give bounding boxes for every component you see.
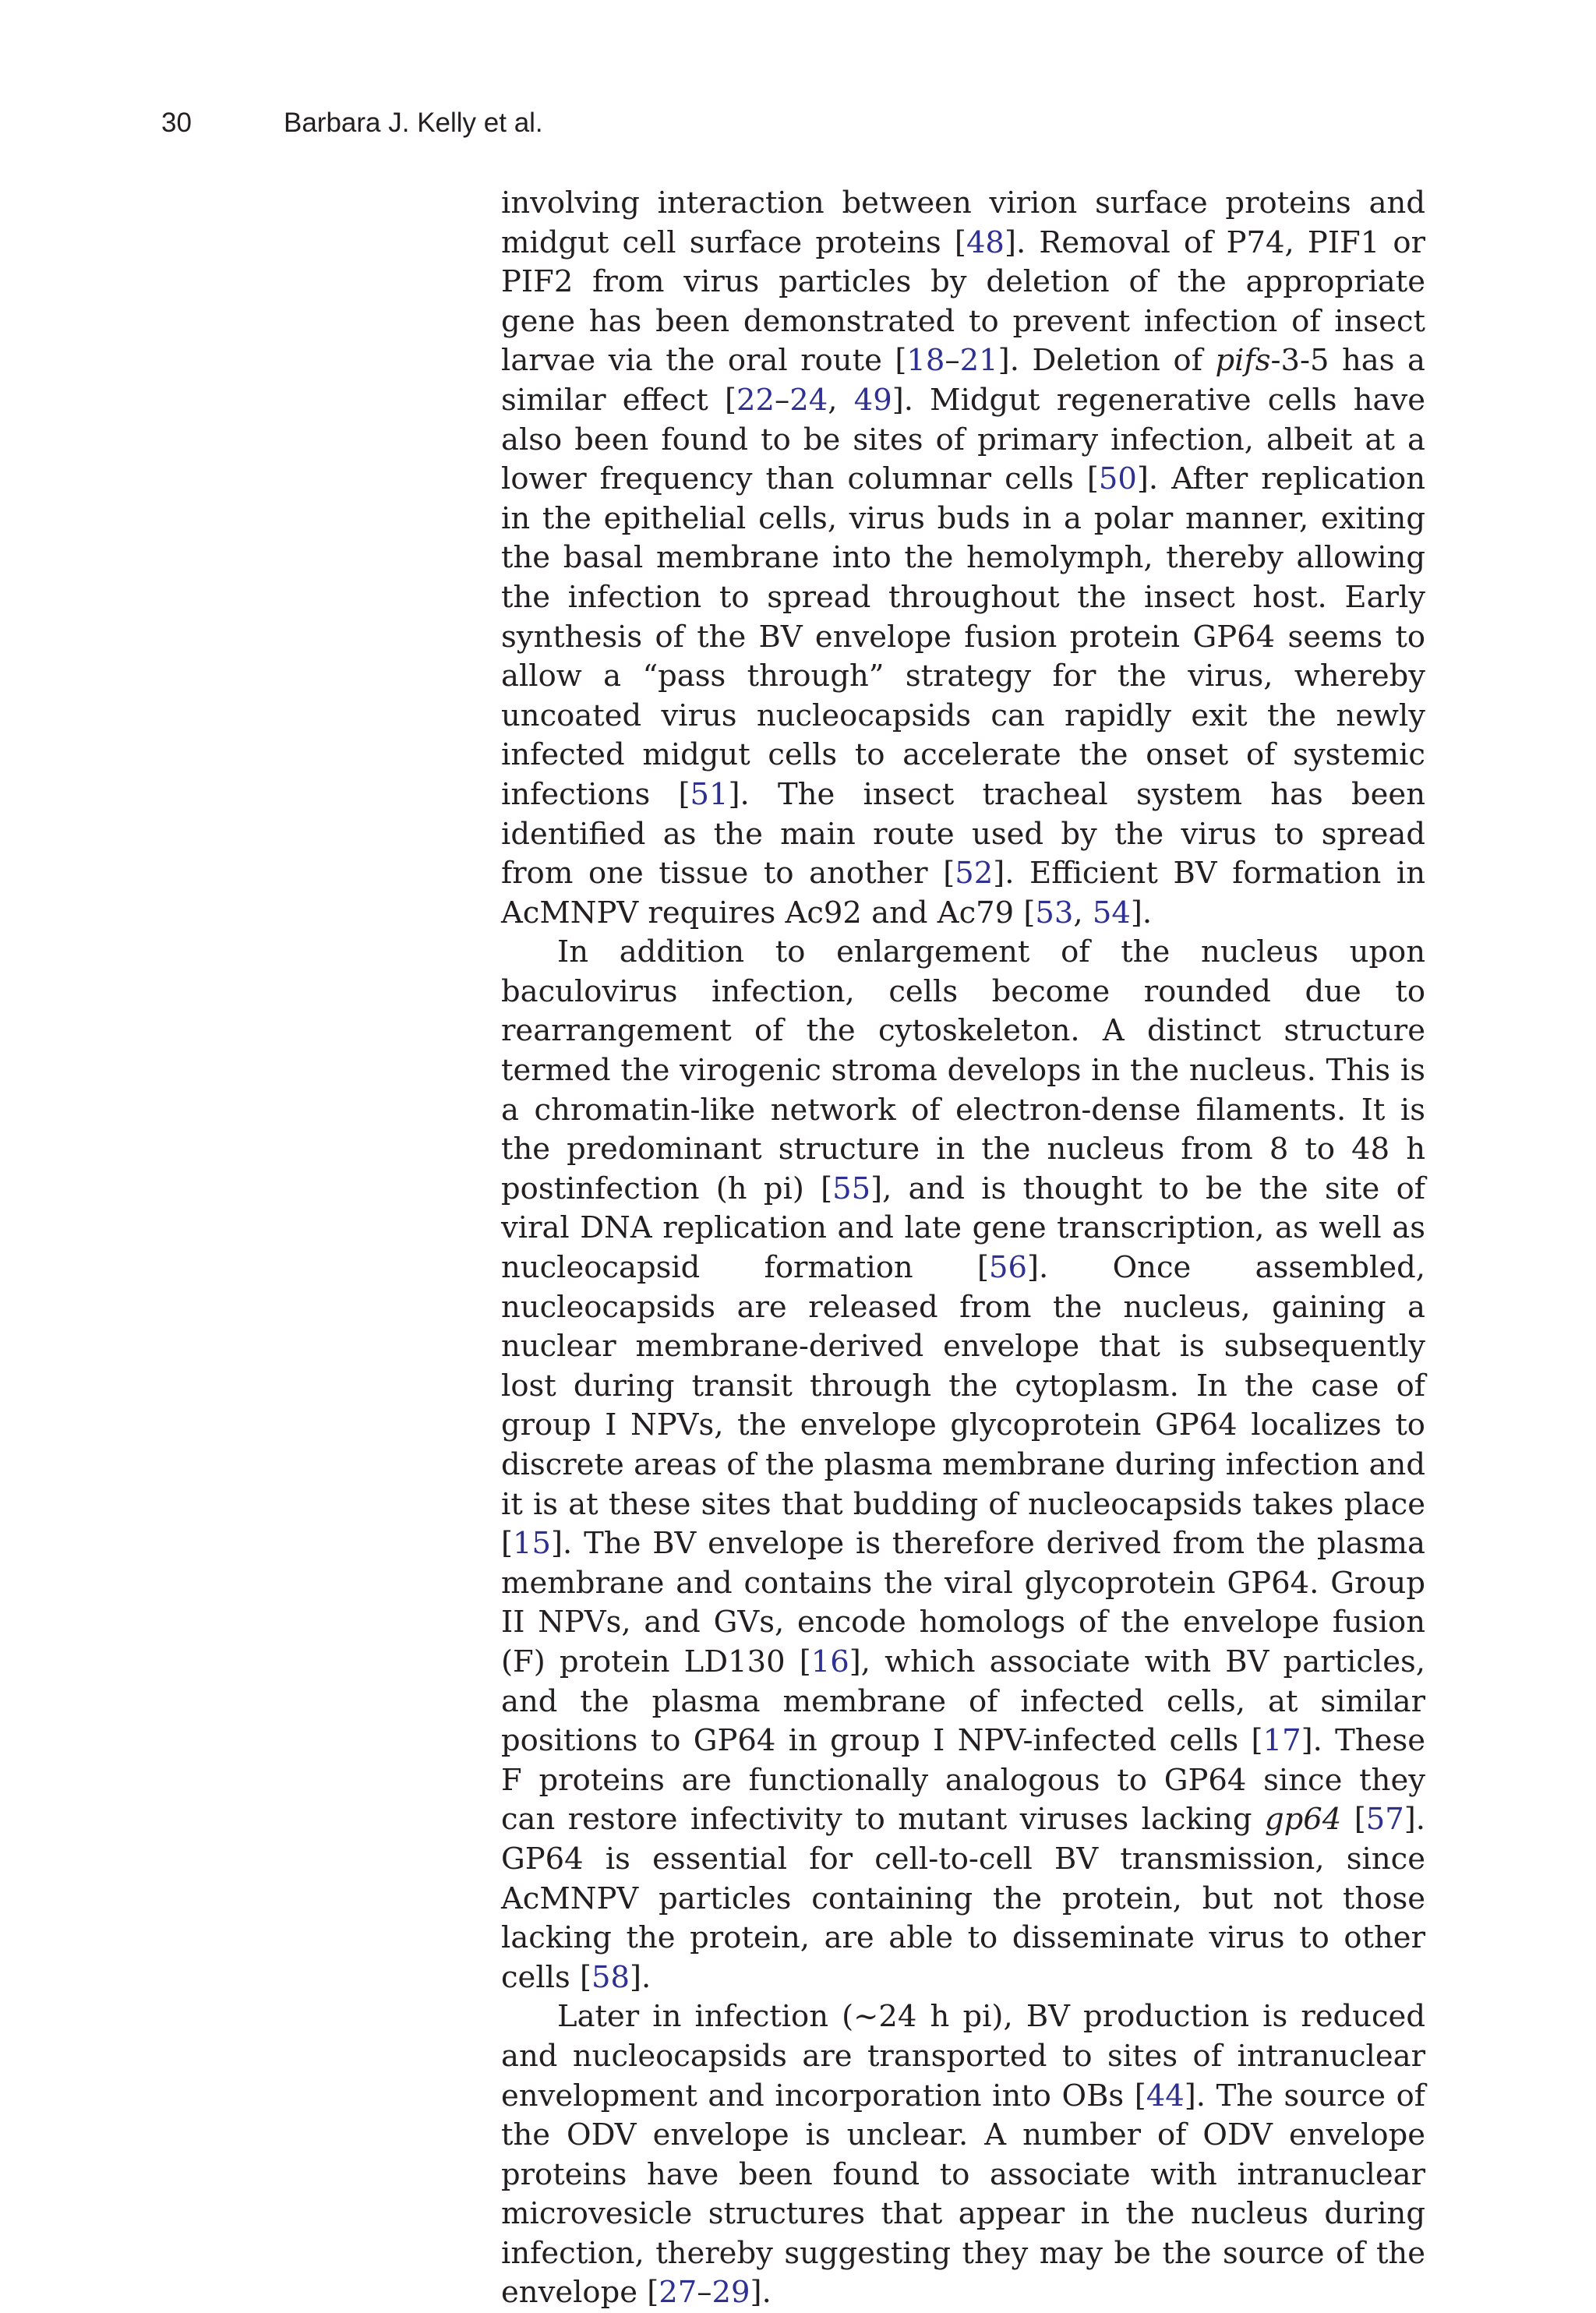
text-run: ]. Once assembled, nucleocapsids are released from the nucleus, gaining a nuclear membrane-derived envelope that is subsequently lost during transit through the cytoplasm. In the case of group I NPVs, the envelope glycoprotein GP64 localizes to discrete areas of the plasma membrane during infection and it is at these sites that budding of nucleocapsids takes place [ bbox=[501, 1250, 1425, 1562]
text-run: ]. After replication in the epithelial cells, virus buds in a polar manner, exiting the basal membrane into the hemolymph, thereby allowing the infection to spread throughout the insect host. Early synthesis of the BV envelope fusion protein GP64 seems to allow a “pass through” strategy for the virus, whereby uncoated virus nucleocapsids can rapidly exit the newly infected midgut cells to accelerate the onset of systemic infections [ bbox=[501, 461, 1425, 812]
citation-link[interactable]: 55 bbox=[832, 1171, 871, 1206]
citation-link[interactable]: 27 bbox=[659, 2275, 697, 2311]
paragraph-3 bbox=[501, 1997, 1425, 2313]
text-run: , bbox=[828, 382, 854, 418]
text-run: ], and is thought to be the site of viral DNA replication and late gene transcription, as well as nucleocapsid formation [ bbox=[501, 1171, 1425, 1286]
text-run: ]. The source of the ODV envelope is unclear. A number of ODV envelope proteins have been found to associate with intranuclear microvesicle structures that appear in the nucleus during infection, thereby suggesting they may be the source of the envelope [ bbox=[501, 2078, 1425, 2311]
citation-link[interactable]: 24 bbox=[789, 382, 828, 418]
text-run: ]. These F proteins are functionally analogous to GP64 since they can restore infectivity to mutant viruses lacking bbox=[501, 1723, 1425, 1838]
paragraph-1 bbox=[501, 184, 1425, 933]
citation-link[interactable]: 16 bbox=[810, 1644, 849, 1679]
citation-link[interactable]: 17 bbox=[1262, 1723, 1301, 1759]
text-run: – bbox=[774, 382, 790, 418]
citation-link[interactable]: 52 bbox=[955, 856, 994, 892]
citation-link[interactable]: 53 bbox=[1035, 895, 1074, 930]
citation-link[interactable]: 58 bbox=[591, 1959, 630, 1995]
citation-link[interactable]: 54 bbox=[1092, 895, 1131, 930]
text-run: – bbox=[945, 343, 960, 379]
citation-link[interactable]: 51 bbox=[690, 776, 729, 812]
text-run: ]. Efficient BV formation in AcMNPV requires Ac92 and Ac79 [ bbox=[501, 856, 1425, 930]
text-run: involving interaction between virion surface proteins and midgut cell surface proteins [ bbox=[501, 185, 1425, 260]
citation-link[interactable]: 21 bbox=[959, 343, 998, 379]
italic-term: gp64 bbox=[1264, 1802, 1342, 1838]
running-head-authors: Barbara J. Kelly et al. bbox=[284, 108, 543, 138]
text-run: – bbox=[697, 2275, 712, 2311]
text-run: ]. bbox=[630, 1959, 651, 1995]
italic-term: pifs bbox=[1215, 343, 1271, 379]
citation-link[interactable]: 18 bbox=[906, 343, 945, 379]
text-run: ]. The insect tracheal system has been identified as the main route used by the virus to spread from one tissue to another [ bbox=[501, 776, 1425, 892]
text-run: ]. bbox=[750, 2275, 772, 2311]
text-run: In addition to enlargement of the nucleus upon baculovirus infection, cells become rounded due to rearrangement of the cytoskeleton. A distinct structure termed the virogenic stroma develops in the nucleus. This is a chromatin-like network of electron-dense filaments. It is the predominant structure in the nucleus from 8 to 48 h postinfection (h pi) [ bbox=[501, 934, 1425, 1206]
text-run: ]. Midgut regenerative cells have also been found to be sites of primary infection, albeit at a lower frequency than columnar cells [ bbox=[501, 382, 1426, 497]
text-run: ]. Removal of P74, PIF1 or PIF2 from virus particles by deletion of the appropriate gene has been demonstrated to prevent infection of insect larvae via the oral route [ bbox=[501, 224, 1426, 379]
text-run: Later in infection (~24 h pi), BV production is reduced and nucleocapsids are transported to sites of intranuclear envelopment and incorporation into OBs [ bbox=[501, 1999, 1425, 2113]
text-run: , bbox=[1073, 895, 1093, 930]
text-run: [ bbox=[1341, 1802, 1366, 1838]
citation-link[interactable]: 50 bbox=[1098, 461, 1137, 497]
citation-link[interactable]: 49 bbox=[853, 382, 892, 418]
body-text bbox=[501, 184, 1425, 2313]
text-run: -3-5 has a similar effect [ bbox=[501, 343, 1425, 418]
citation-link[interactable]: 22 bbox=[736, 382, 775, 418]
citation-link[interactable]: 48 bbox=[966, 224, 1005, 260]
text-run: ], which associate with BV particles, and the plasma membrane of infected cells, at similar positions to GP64 in group I NPV-infected cells [ bbox=[501, 1644, 1425, 1759]
text-run: ]. Deletion of bbox=[998, 343, 1216, 379]
text-run: ]. The BV envelope is therefore derived from the plasma membrane and contains the viral glycoprotein GP64. Group II NPVs, and GVs, encode homologs of the envelope fusion (F) protein LD130 [ bbox=[501, 1526, 1425, 1679]
citation-link[interactable]: 44 bbox=[1146, 2078, 1185, 2113]
citation-link[interactable]: 57 bbox=[1365, 1802, 1404, 1838]
text-run: ]. GP64 is essential for cell-to-cell BV transmission, since AcMNPV particles containing the protein, but not those lacking the protein, are able to disseminate virus to other cells [ bbox=[501, 1802, 1425, 1995]
citation-link[interactable]: 56 bbox=[989, 1250, 1028, 1286]
citation-link[interactable]: 15 bbox=[513, 1526, 552, 1562]
paragraph-2 bbox=[501, 933, 1425, 1997]
text-run: ]. bbox=[1130, 895, 1153, 930]
citation-link[interactable]: 29 bbox=[711, 2275, 750, 2311]
page-number: 30 bbox=[161, 108, 192, 138]
